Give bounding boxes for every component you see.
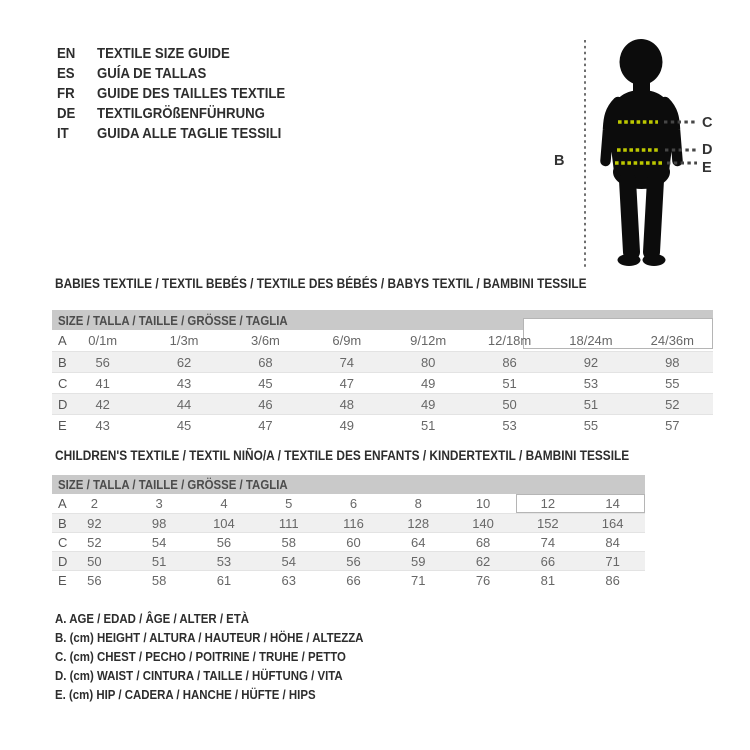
children-section-title bbox=[55, 448, 708, 463]
size-cell: 56 bbox=[95, 354, 110, 370]
children-size-table bbox=[52, 475, 645, 589]
size-header-text: SIZE / TALLA / TAILLE / GRÖSSE / TAGLIA bbox=[58, 312, 288, 328]
legend-item-height bbox=[55, 628, 406, 647]
size-cell: 71 bbox=[411, 572, 426, 588]
size-cell: 45 bbox=[176, 417, 192, 433]
size-cell: 92 bbox=[87, 515, 102, 531]
lang-label: TEXTILE SIZE GUIDE bbox=[97, 44, 230, 62]
size-cell: 164 bbox=[601, 515, 624, 531]
size-cell: 74 bbox=[540, 534, 556, 550]
lang-label: GUIDE DES TAILLES TEXTILE bbox=[97, 84, 286, 102]
size-cell: 43 bbox=[95, 417, 110, 433]
size-cell: 46 bbox=[258, 396, 273, 412]
babies-section-title bbox=[55, 276, 659, 291]
lang-row-de bbox=[57, 103, 311, 123]
row-label: E bbox=[58, 417, 67, 433]
size-cell: 128 bbox=[407, 515, 430, 531]
legend-item-hip bbox=[55, 685, 406, 704]
table-row-b bbox=[52, 351, 713, 372]
size-cell: 44 bbox=[176, 396, 192, 412]
table-row-e bbox=[52, 414, 713, 435]
size-cell: 59 bbox=[411, 553, 426, 569]
lang-row-it bbox=[57, 123, 311, 143]
child-silhouette-icon bbox=[606, 39, 678, 266]
size-cell: 66 bbox=[346, 572, 361, 588]
size-cell: 66 bbox=[540, 553, 556, 569]
size-cell: 6/9m bbox=[332, 333, 362, 348]
size-cell: 47 bbox=[339, 375, 355, 391]
size-cell: 24/36m bbox=[650, 333, 694, 348]
size-cell: 50 bbox=[502, 396, 517, 412]
label-e: E bbox=[702, 160, 712, 176]
size-cell: 49 bbox=[420, 396, 436, 412]
table-row-d bbox=[52, 393, 713, 414]
size-cell: 76 bbox=[475, 572, 491, 588]
size-cell: 71 bbox=[605, 553, 620, 569]
size-cell: 152 bbox=[536, 515, 559, 531]
lang-row-es bbox=[57, 63, 311, 83]
size-cell: 60 bbox=[346, 534, 361, 550]
size-cell: 42 bbox=[95, 396, 110, 412]
table-row-c bbox=[52, 532, 645, 551]
size-cell: 58 bbox=[151, 572, 167, 588]
lang-label: GUIDA ALLE TAGLIE TESSILI bbox=[97, 124, 282, 142]
size-cell: 41 bbox=[95, 375, 110, 391]
size-cell: 86 bbox=[502, 354, 517, 370]
children-title-text: CHILDREN'S TEXTILE / TEXTIL NIÑO/A / TEXTILE DES ENFANTS / KINDERTEXTIL / BAMBINI TESSILE bbox=[55, 448, 630, 463]
size-cell: 12 bbox=[540, 496, 556, 511]
size-cell: 54 bbox=[281, 553, 296, 569]
size-cell: 58 bbox=[281, 534, 296, 550]
row-label: E bbox=[58, 572, 67, 588]
lang-code: FR bbox=[57, 84, 75, 102]
legend-text: B. (cm) HEIGHT / ALTURA / HAUTEUR / HÖHE / ALTEZZA bbox=[55, 630, 364, 645]
lang-code: DE bbox=[57, 104, 76, 122]
legend-text: D. (cm) WAIST / CINTURA / TAILLE / HÜFTUNG / VITA bbox=[55, 668, 343, 683]
size-cell: 5 bbox=[285, 496, 293, 511]
size-cell: 0/1m bbox=[88, 333, 118, 348]
legend-item-chest bbox=[55, 647, 406, 666]
row-label: B bbox=[58, 515, 67, 531]
size-cell: 49 bbox=[339, 417, 355, 433]
language-title-list bbox=[57, 43, 311, 143]
size-cell: 52 bbox=[665, 396, 680, 412]
size-cell: 54 bbox=[151, 534, 167, 550]
row-label: A bbox=[58, 496, 67, 511]
size-cell: 43 bbox=[176, 375, 192, 391]
lang-label: TEXTILGRÖßENFÜHRUNG bbox=[97, 104, 265, 122]
size-cell: 68 bbox=[475, 534, 491, 550]
size-cell: 56 bbox=[216, 534, 232, 550]
lang-code: EN bbox=[57, 44, 76, 62]
size-cell: 6 bbox=[349, 496, 358, 511]
size-cell: 47 bbox=[258, 417, 273, 433]
table-row-b bbox=[52, 513, 645, 532]
table-row-a bbox=[52, 330, 713, 351]
label-b: B bbox=[554, 153, 565, 169]
size-cell: 51 bbox=[583, 396, 599, 412]
size-cell: 49 bbox=[420, 375, 436, 391]
row-label: C bbox=[58, 534, 68, 550]
lang-label: GUÍA DE TALLAS bbox=[97, 64, 207, 82]
size-cell: 48 bbox=[339, 396, 355, 412]
size-cell: 104 bbox=[213, 515, 235, 531]
size-header-row bbox=[52, 475, 645, 494]
table-row-e bbox=[52, 570, 645, 589]
size-cell: 45 bbox=[258, 375, 273, 391]
size-cell: 1/3m bbox=[169, 333, 199, 348]
size-cell: 74 bbox=[339, 354, 355, 370]
row-label: B bbox=[58, 354, 67, 370]
size-cell: 53 bbox=[502, 417, 517, 433]
size-cell: 68 bbox=[258, 354, 273, 370]
size-cell: 53 bbox=[583, 375, 599, 391]
size-cell: 51 bbox=[151, 553, 167, 569]
legend-text: E. (cm) HIP / CADERA / HANCHE / HÜFTE / HIPS bbox=[55, 687, 316, 702]
size-cell: 84 bbox=[605, 534, 620, 550]
size-cell: 3 bbox=[155, 496, 163, 511]
size-cell: 92 bbox=[583, 354, 599, 370]
lang-row-en bbox=[57, 43, 311, 63]
lang-code: ES bbox=[57, 64, 75, 82]
size-cell: 18/24m bbox=[569, 333, 613, 348]
size-cell: 50 bbox=[87, 553, 102, 569]
size-cell: 2 bbox=[90, 496, 98, 511]
size-cell: 80 bbox=[420, 354, 436, 370]
size-cell: 55 bbox=[665, 375, 680, 391]
row-label: D bbox=[58, 396, 68, 412]
legend-text: C. (cm) CHEST / PECHO / POITRINE / TRUHE / PETTO bbox=[55, 649, 346, 664]
size-header-text: SIZE / TALLA / TAILLE / GRÖSSE / TAGLIA bbox=[58, 477, 288, 492]
row-label: A bbox=[58, 333, 67, 348]
lang-row-fr bbox=[57, 83, 311, 103]
size-cell: 51 bbox=[502, 375, 517, 391]
size-cell: 63 bbox=[281, 572, 296, 588]
size-cell: 86 bbox=[605, 572, 620, 588]
size-cell: 10 bbox=[475, 496, 491, 511]
size-cell: 98 bbox=[151, 515, 167, 531]
table-row-c bbox=[52, 372, 713, 393]
size-cell: 51 bbox=[420, 417, 436, 433]
size-cell: 98 bbox=[665, 354, 680, 370]
size-cell: 62 bbox=[176, 354, 192, 370]
size-cell: 9/12m bbox=[410, 333, 447, 348]
size-cell: 52 bbox=[87, 534, 102, 550]
label-c: C bbox=[702, 115, 713, 131]
size-cell: 61 bbox=[216, 572, 232, 588]
row-label: D bbox=[58, 553, 68, 569]
label-d: D bbox=[702, 142, 713, 158]
size-cell: 53 bbox=[216, 553, 232, 569]
table-row-d bbox=[52, 551, 645, 570]
size-cell: 140 bbox=[472, 515, 494, 531]
size-cell: 56 bbox=[346, 553, 361, 569]
size-cell: 8 bbox=[414, 496, 422, 511]
measurement-figure bbox=[548, 20, 718, 280]
size-cell: 3/6m bbox=[250, 333, 280, 348]
legend-text: A. AGE / EDAD / ÂGE / ALTER / ETÀ bbox=[55, 611, 250, 626]
size-cell: 62 bbox=[475, 553, 491, 569]
size-cell: 4 bbox=[220, 496, 228, 511]
size-cell: 56 bbox=[87, 572, 102, 588]
size-cell: 14 bbox=[605, 496, 620, 511]
legend-item-waist bbox=[55, 666, 406, 685]
babies-size-table bbox=[52, 310, 713, 435]
size-cell: 12/18m bbox=[487, 333, 532, 348]
legend-item-age bbox=[55, 609, 406, 628]
measurement-legend bbox=[55, 609, 406, 704]
size-cell: 116 bbox=[343, 515, 364, 531]
size-cell: 57 bbox=[665, 417, 680, 433]
size-cell: 111 bbox=[278, 515, 299, 531]
row-label: C bbox=[58, 375, 68, 391]
table-row-a bbox=[52, 494, 645, 513]
lang-code: IT bbox=[57, 124, 69, 142]
babies-title-text: BABIES TEXTILE / TEXTIL BEBÉS / TEXTILE DES BÉBÉS / BABYS TEXTIL / BAMBINI TESSILE bbox=[55, 276, 587, 291]
size-cell: 81 bbox=[540, 572, 556, 588]
size-cell: 64 bbox=[411, 534, 426, 550]
size-cell: 55 bbox=[583, 417, 599, 433]
